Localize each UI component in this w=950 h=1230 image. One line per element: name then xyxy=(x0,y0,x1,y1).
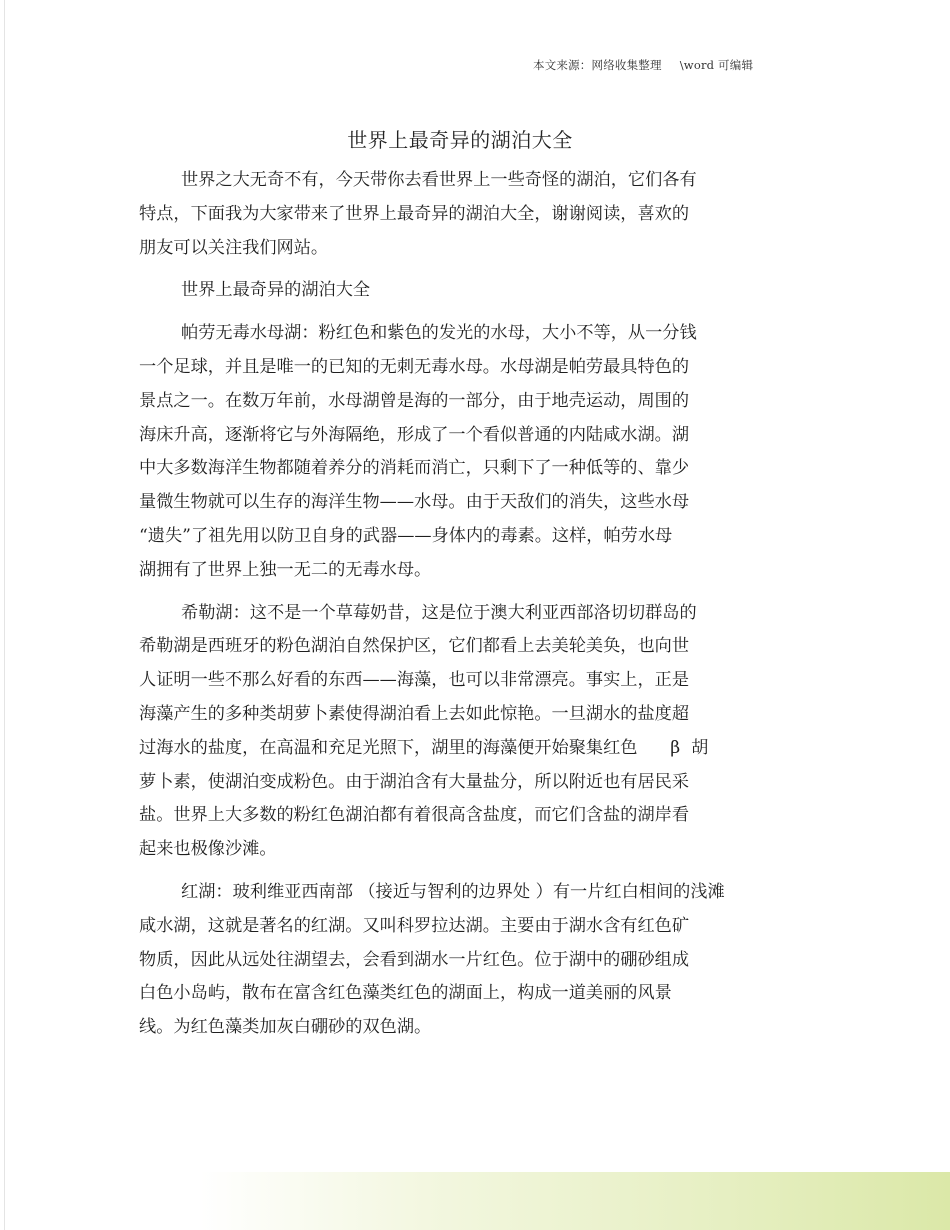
palau-jellyfish-lake-paragraph xyxy=(139,317,801,587)
paragraph-line: 红湖：玻利维亚西南部 （接近与智利的边界处 ）有一片红白相间的浅滩 xyxy=(181,881,725,902)
paragraph-line: 希勒湖是西班牙的粉色湖泊自然保护区，它们都看上去美轮美奂，也向世 xyxy=(139,636,690,657)
section-heading-paragraph xyxy=(139,274,801,308)
paragraph-line: 世界之大无奇不有，今天带你去看世界上一些奇怪的湖泊，它们各有 xyxy=(181,170,697,190)
footer-gradient-band xyxy=(200,1172,950,1230)
paragraph-line: 海床升高，逐渐将它与外海隔绝，形成了一个看似普通的内陆咸水湖。湖 xyxy=(139,424,690,445)
paragraph-line: 帕劳无毒水母湖：粉红色和紫色的发光的水母，大小不等，从一分钱 xyxy=(181,323,697,344)
document-source-note xyxy=(533,57,753,73)
paragraph-line: 特点，下面我为大家带来了世界上最奇异的湖泊大全，谢谢阅读，喜欢的 xyxy=(139,203,690,224)
paragraph-line: 过海水的盐度，在高温和充足光照下，湖里的海藻便开始聚集红色 β 胡 xyxy=(139,737,709,758)
laguna-colorada-paragraph xyxy=(139,876,801,1045)
paragraph-line: 景点之一。在数万年前，水母湖曾是海的一部分，由于地壳运动，周围的 xyxy=(139,390,690,411)
lake-hillier-paragraph xyxy=(139,597,801,867)
paragraph-line: “遗失”了祖先用以防卫自身的武器——身体内的毒素。这样，帕劳水母 xyxy=(139,525,673,546)
paragraph-line: 一个足球，并且是唯一的已知的无刺无毒水母。水母湖是帕劳最具特色的 xyxy=(139,356,690,377)
paragraph-line: 萝卜素，使湖泊变成粉色。由于湖泊含有大量盐分，所以附近也有居民采 xyxy=(139,771,690,792)
section-heading: 世界上最奇异的湖泊大全 xyxy=(181,280,371,301)
paragraph-line: 希勒湖：这不是一个草莓奶昔，这是位于澳大利亚西部洛切切群岛的 xyxy=(181,602,697,623)
paragraph-line: 中大多数海洋生物都随着养分的消耗而消亡，只剩下了一种低等的、靠少 xyxy=(139,458,690,479)
paragraph-line: 白色小岛屿，散布在富含红色藻类红色的湖面上，构成一道美丽的风景 xyxy=(139,983,672,1004)
paragraph-line: 量微生物就可以生存的海洋生物——水母。由于天敌们的消失，这些水母 xyxy=(139,492,690,513)
document-title: 世界上最奇异的湖泊大全 xyxy=(347,128,573,152)
document-body xyxy=(139,164,801,1054)
source-label: 本文来源：网络收集整理 xyxy=(533,58,662,72)
paragraph-line: 朋友可以关注我们网站。 xyxy=(139,237,329,258)
paragraph-line: 物质，因此从远处往湖望去，会看到湖水一片红色。位于湖中的硼砂组成 xyxy=(139,949,690,970)
paragraph-line: 湖拥有了世界上独一无二的无毒水母。 xyxy=(139,559,432,580)
intro-paragraph xyxy=(139,164,801,265)
paragraph-line: 人证明一些不那么好看的东西——海藻，也可以非常漂亮。事实上，正是 xyxy=(139,670,690,691)
paragraph-line: 线。为红色藻类加灰白硼砂的双色湖。 xyxy=(139,1017,432,1038)
editable-label: \word 可编辑 xyxy=(679,58,754,72)
paragraph-line: 海藻产生的多种类胡萝卜素使得湖泊看上去如此惊艳。一旦湖水的盐度超 xyxy=(139,703,690,724)
page-left-edge xyxy=(4,0,5,1230)
paragraph-line: 咸水湖，这就是著名的红湖。又叫科罗拉达湖。主要由于湖水含有红色矿 xyxy=(139,915,690,936)
paragraph-line: 起来也极像沙滩。 xyxy=(139,839,277,860)
paragraph-line: 盐。世界上大多数的粉红色湖泊都有着很高含盐度，而它们含盐的湖岸看 xyxy=(139,805,690,826)
